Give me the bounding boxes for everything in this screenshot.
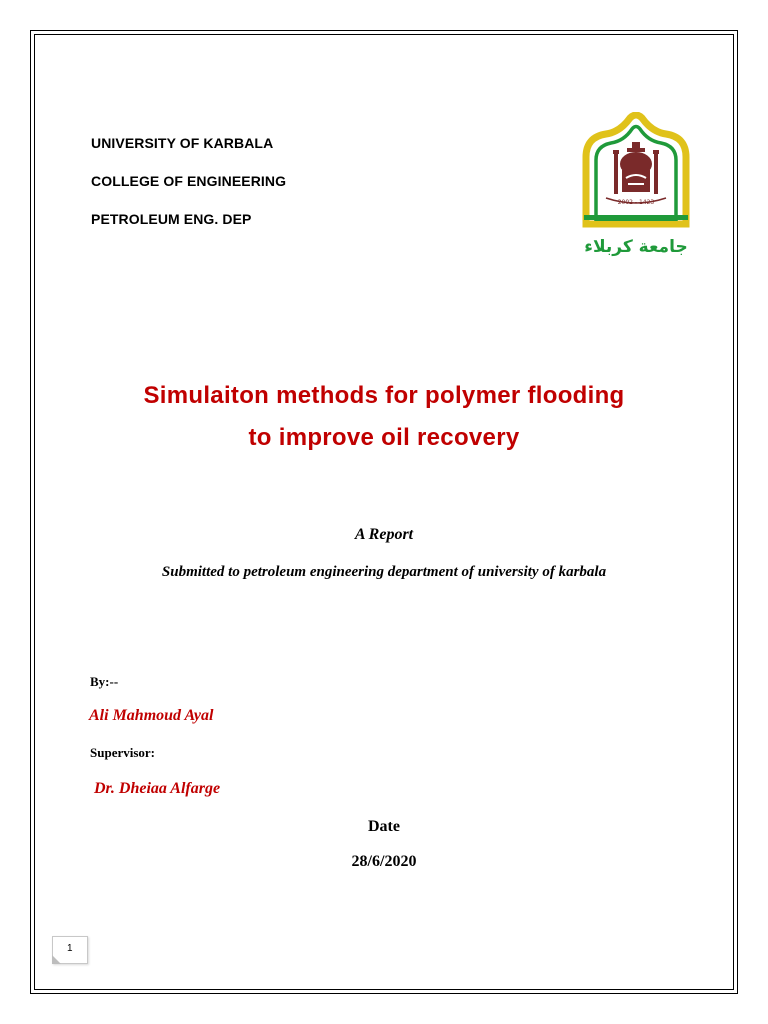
- page-number: 1: [67, 943, 73, 954]
- department-name: PETROLEUM ENG. DEP: [91, 211, 252, 227]
- date-value: 28/6/2020: [351, 853, 417, 870]
- svg-text:2002 - 1423: 2002 - 1423: [617, 199, 655, 206]
- report-title-line-1: Simulaiton methods for polymer flooding: [143, 382, 625, 409]
- university-of-karbala-logo: [580, 112, 692, 262]
- supervisor-name: Dr. Dheiaa Alfarge: [94, 780, 221, 797]
- university-name: UNIVERSITY OF KARBALA: [91, 135, 274, 151]
- supervisor-label: Supervisor:: [90, 745, 155, 760]
- author-name: Ali Mahmoud Ayal: [89, 707, 214, 724]
- logo-arabic-text: جامعة كربلاء: [584, 237, 688, 257]
- date-label: Date: [368, 818, 400, 835]
- submission-statement: Submitted to petroleum engineering department of university of karbala: [161, 564, 607, 580]
- college-name: COLLEGE OF ENGINEERING: [91, 173, 287, 189]
- by-label: By:--: [90, 674, 119, 689]
- report-label: A Report: [354, 526, 414, 543]
- page-fold-icon: [52, 955, 61, 964]
- report-title-line-2: to improve oil recovery: [248, 424, 520, 451]
